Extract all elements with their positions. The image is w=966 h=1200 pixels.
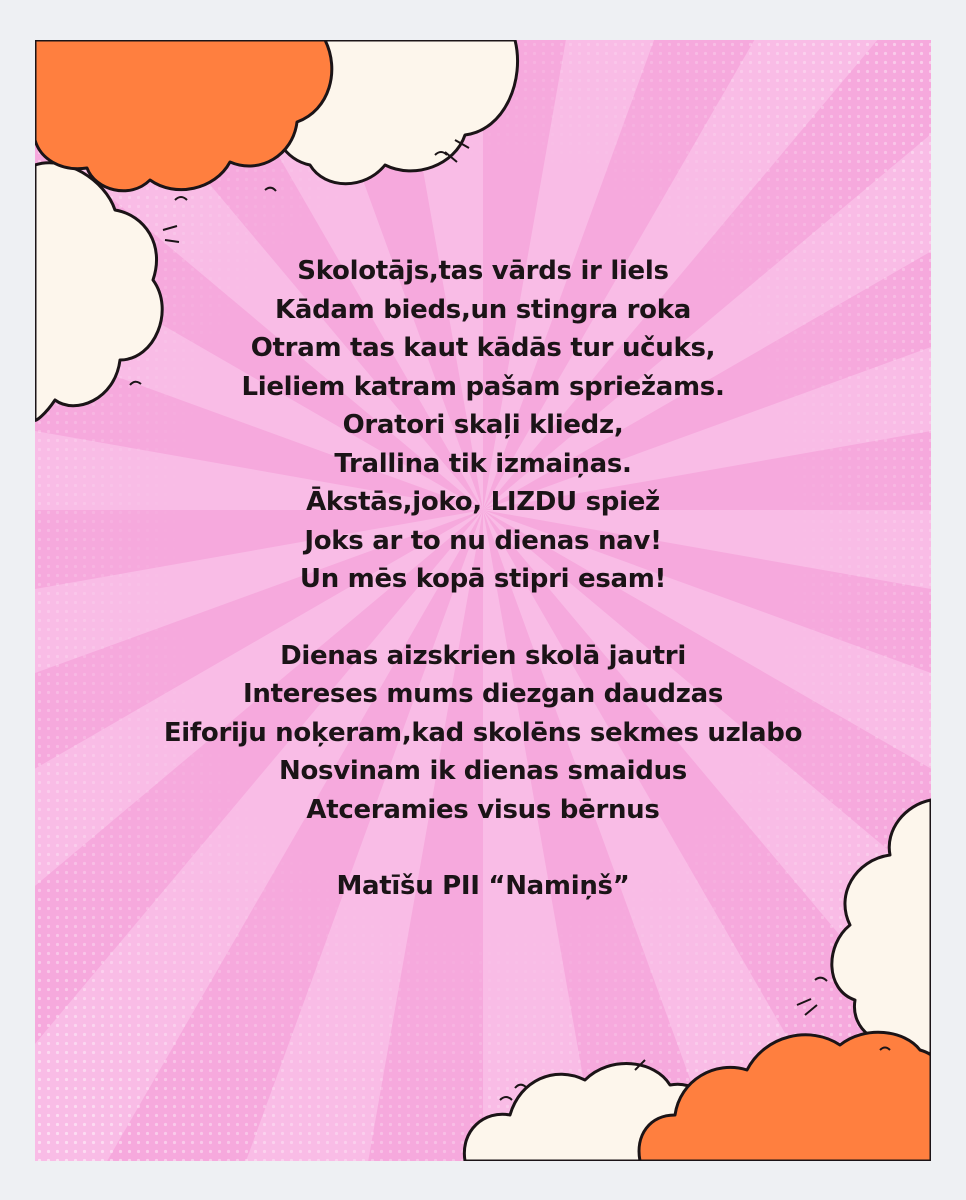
poem-line: Atceramies visus bērnus	[306, 794, 660, 825]
poem-signature: Matīšu PII “Namiņš”	[336, 871, 630, 901]
poem-line: Lieliem katram pašam spriežams.	[241, 371, 725, 402]
poem-line: Intereses mums diezgan daudzas	[243, 679, 723, 709]
poem-line: Ākstās,joko, LIZDU spiež	[306, 487, 660, 517]
poem-line: Skolotājs,tas vārds ir liels	[297, 256, 669, 286]
poster-frame	[35, 40, 931, 1161]
poem-stanza-2	[35, 637, 931, 830]
poem-line: Eiforiju noķeram,kad skolēns sekmes uzlabo	[163, 717, 803, 748]
poem-line: Trallina tik izmaiņas.	[334, 448, 632, 479]
poem-line: Otram tas kaut kādās tur učuks,	[250, 333, 716, 363]
stanza-gap	[35, 829, 931, 867]
stanza-gap	[35, 599, 931, 637]
poem-line: Nosvinam ik dienas smaidus	[279, 756, 687, 786]
poem-text	[35, 252, 931, 906]
poem-line: Oratori skaļi kliedz,	[342, 410, 624, 440]
poem-line: Dienas aizskrien skolā jautri	[280, 640, 686, 671]
poem-stanza-1	[35, 252, 931, 599]
poem-line: Joks ar to nu dienas nav!	[304, 525, 662, 556]
poem-line: Un mēs kopā stipri esam!	[299, 564, 667, 594]
poem-line: Kādam bieds,un stingra roka	[275, 294, 691, 325]
